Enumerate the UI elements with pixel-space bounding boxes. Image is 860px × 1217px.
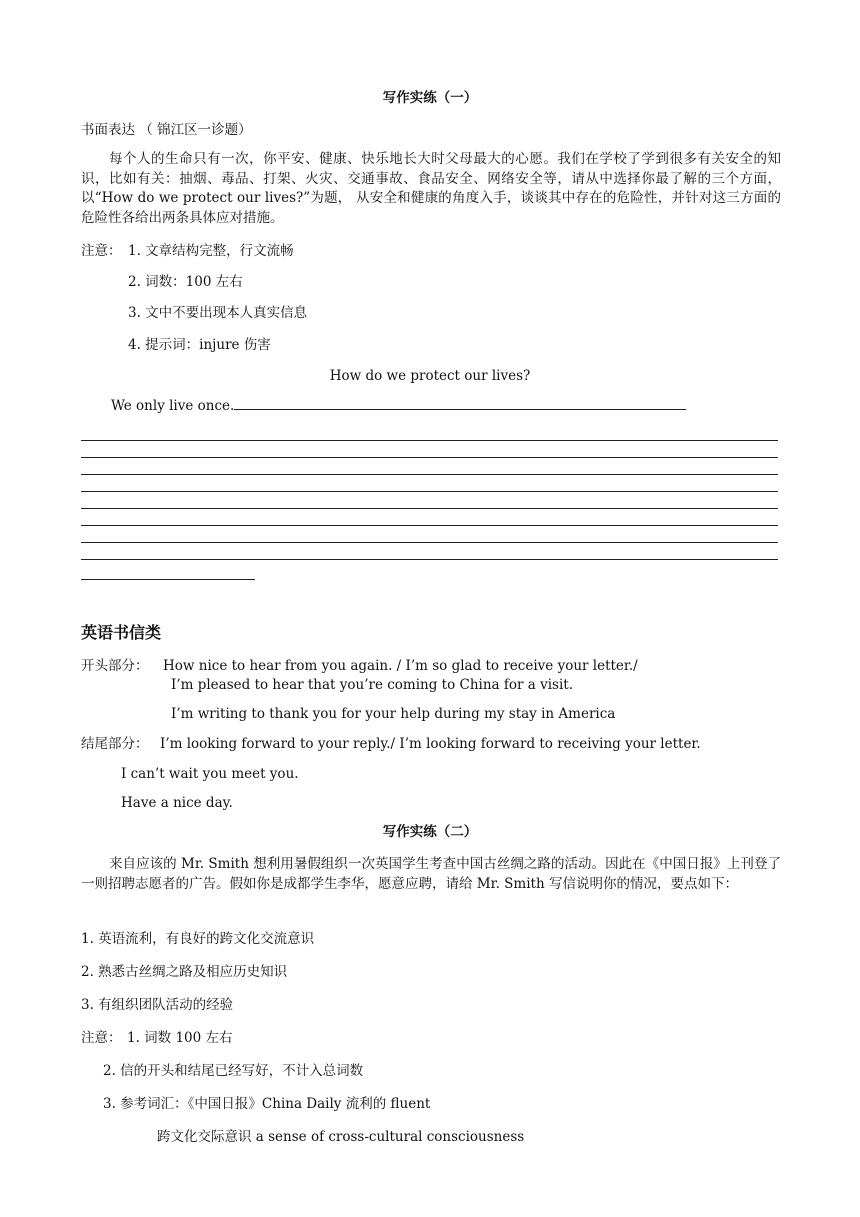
opening-line: I’m pleased to hear that you’re coming to China for a visit.	[171, 677, 574, 693]
exercise-2-notes-label: 注意：	[81, 1030, 122, 1046]
exercise-1-note: 2. 词数：100 左右	[128, 274, 243, 290]
writing-line[interactable]	[81, 508, 778, 509]
exercise-2-point: 1. 英语流利，有良好的跨文化交流意识	[81, 931, 315, 947]
writing-line[interactable]	[81, 491, 778, 492]
essay-start-text: We only live once.	[111, 398, 235, 414]
writing-line[interactable]	[81, 542, 778, 543]
closing-label: 结尾部分：	[81, 736, 149, 752]
exercise-1-prompt: 每个人的生命只有一次，你平安、健康、快乐地长大时父母最大的心愿。我们在学校了学到很多有关安全的知识，比如有关：抽烟、毒品、打架、火灾、交通事故、食品安全、网络安全等，请从中选择你最了解的三个方面，以“How do we protect our lives?”为题， 从安全和健康的角度入手，谈谈其中存在的危险性，并针对这三方面的危险性各给出两条具体应对措施。	[81, 151, 781, 226]
exercise-1-note: 3. 文中不要出现本人真实信息	[128, 305, 308, 321]
exercise-2-note: 1. 词数 100 左右	[127, 1030, 233, 1046]
writing-line[interactable]	[81, 457, 778, 458]
exercise-2-note: 跨文化交际意识 a sense of cross-cultural consciousness	[157, 1129, 525, 1145]
opening-label: 开头部分：	[81, 658, 149, 674]
exercise-1-note: 4. 提示词：injure 伤害	[128, 337, 271, 353]
essay-start-line	[111, 396, 686, 415]
writing-blank[interactable]	[234, 396, 686, 410]
opening-line: How nice to hear from you again. / I’m so glad to receive your letter./	[163, 658, 638, 674]
writing-line[interactable]	[81, 559, 778, 560]
writing-line[interactable]	[81, 579, 255, 580]
closing-line: I can’t wait you meet you.	[121, 766, 299, 782]
opening-line: I’m writing to thank you for your help during my stay in America	[171, 706, 616, 722]
essay-title: How do we protect our lives?	[329, 368, 531, 384]
exercise-2-prompt: 来自应该的 Mr. Smith 想利用暑假组织一次英国学生考查中国古丝绸之路的活动。因此在《中国日报》上刊登了一则招聘志愿者的广告。假如你是成都学生李华，愿意应聘，请给 Mr. Smith 写信说明你的情况，要点如下：	[81, 856, 781, 892]
exercise-2-note: 2. 信的开头和结尾已经写好，不计入总词数	[103, 1063, 364, 1079]
letters-heading: 英语书信类	[81, 623, 162, 642]
exercise-2-point: 3. 有组织团队活动的经验	[81, 997, 234, 1013]
writing-line[interactable]	[81, 474, 778, 475]
exercise-2-title: 写作实练（二）	[382, 824, 478, 840]
exercise-2-point: 2. 熟悉古丝绸之路及相应历史知识	[81, 964, 288, 980]
exercise-1-note: 1. 文章结构完整，行文流畅	[128, 243, 294, 259]
writing-line[interactable]	[81, 525, 778, 526]
exercise-2-note: 3. 参考词汇：《中国日报》China Daily 流利的 fluent	[103, 1096, 431, 1112]
exercise-1-notes-label: 注意：	[81, 243, 122, 259]
exercise-1-title: 写作实练（一）	[382, 90, 478, 106]
writing-line[interactable]	[81, 440, 778, 441]
closing-line: I’m looking forward to your reply./ I’m looking forward to receiving your letter.	[160, 736, 701, 752]
exercise-1-source: 书面表达 （ 锦江区一诊题）	[81, 122, 252, 138]
closing-line: Have a nice day.	[121, 795, 233, 811]
